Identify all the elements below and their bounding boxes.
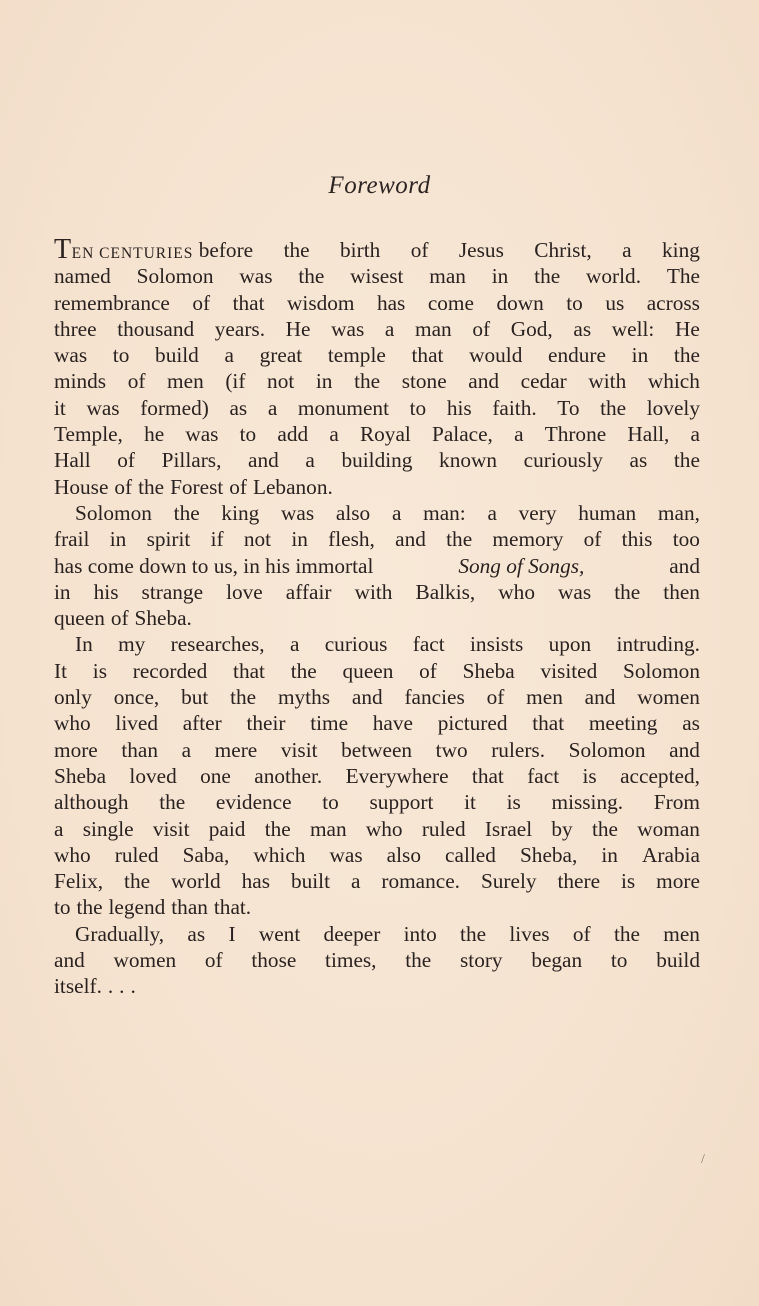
foreword-body xyxy=(54,234,700,1000)
text-line: In my researches, a curious fact insists upon intruding. xyxy=(75,632,700,657)
text-line: minds of men (if not in the stone and cedar with which xyxy=(54,369,700,394)
line-text: has come down to us, in his immortal xyxy=(54,553,374,578)
text-line: a single visit paid the man who ruled Israel by the woman xyxy=(54,816,700,841)
song-of-songs-title: Song of Songs, xyxy=(458,553,585,578)
text-line-with-title xyxy=(54,553,700,579)
text-line: House of the Forest of Lebanon. xyxy=(54,474,333,499)
text-line: It is recorded that the queen of Sheba visited Solomon xyxy=(54,658,700,683)
text-line: Solomon the king was also a man: a very human man, xyxy=(75,500,700,525)
text-line: Gradually, as I went deeper into the lives of the men xyxy=(75,921,700,946)
text-line xyxy=(54,234,700,265)
text-line: in his strange love affair with Balkis, who was the then xyxy=(54,579,700,604)
text-line: it was formed) as a monument to his faith. To the lovely xyxy=(54,395,700,420)
text-line: was to build a great temple that would endure in the xyxy=(54,343,700,368)
opening-small-caps xyxy=(54,234,194,265)
text-line: more than a mere visit between two rulers. Solomon and xyxy=(54,737,700,762)
line-text: before the birth of Jesus Christ, a king xyxy=(193,238,700,262)
line-text: and xyxy=(669,553,700,578)
text-line: Felix, the world has built a romance. Surely there is more xyxy=(54,869,700,894)
opening-capital: T xyxy=(54,234,72,265)
page-title: Foreword xyxy=(328,172,431,199)
text-line: itself. . . . xyxy=(54,974,136,999)
text-line: who lived after their time have pictured that meeting as xyxy=(54,711,700,736)
text-line: Hall of Pillars, and a building known curiously as the xyxy=(54,448,700,473)
text-line: remembrance of that wisdom has come down to us across xyxy=(54,290,700,315)
text-line: three thousand years. He was a man of God, as well: He xyxy=(54,316,700,341)
text-line: frail in spirit if not in flesh, and the memory of this too xyxy=(54,527,700,552)
corner-mark: / xyxy=(701,1152,705,1167)
text-line: queen of Sheba. xyxy=(54,606,192,631)
text-line: named Solomon was the wisest man in the world. The xyxy=(54,264,700,289)
text-line: to the legend than that. xyxy=(54,895,252,920)
text-line: and women of those times, the story began to build xyxy=(54,948,700,973)
text-line: Temple, he was to add a Royal Palace, a Throne Hall, a xyxy=(54,422,700,447)
text-line: although the evidence to support it is missing. From xyxy=(54,790,700,815)
text-line: Sheba loved one another. Everywhere that fact is accepted, xyxy=(54,763,700,788)
text-line: only once, but the myths and fancies of men and women xyxy=(54,685,700,710)
text-line: who ruled Saba, which was also called Sheba, in Arabia xyxy=(54,842,700,867)
opening-small-caps-text: EN CENTURIES xyxy=(71,245,194,262)
